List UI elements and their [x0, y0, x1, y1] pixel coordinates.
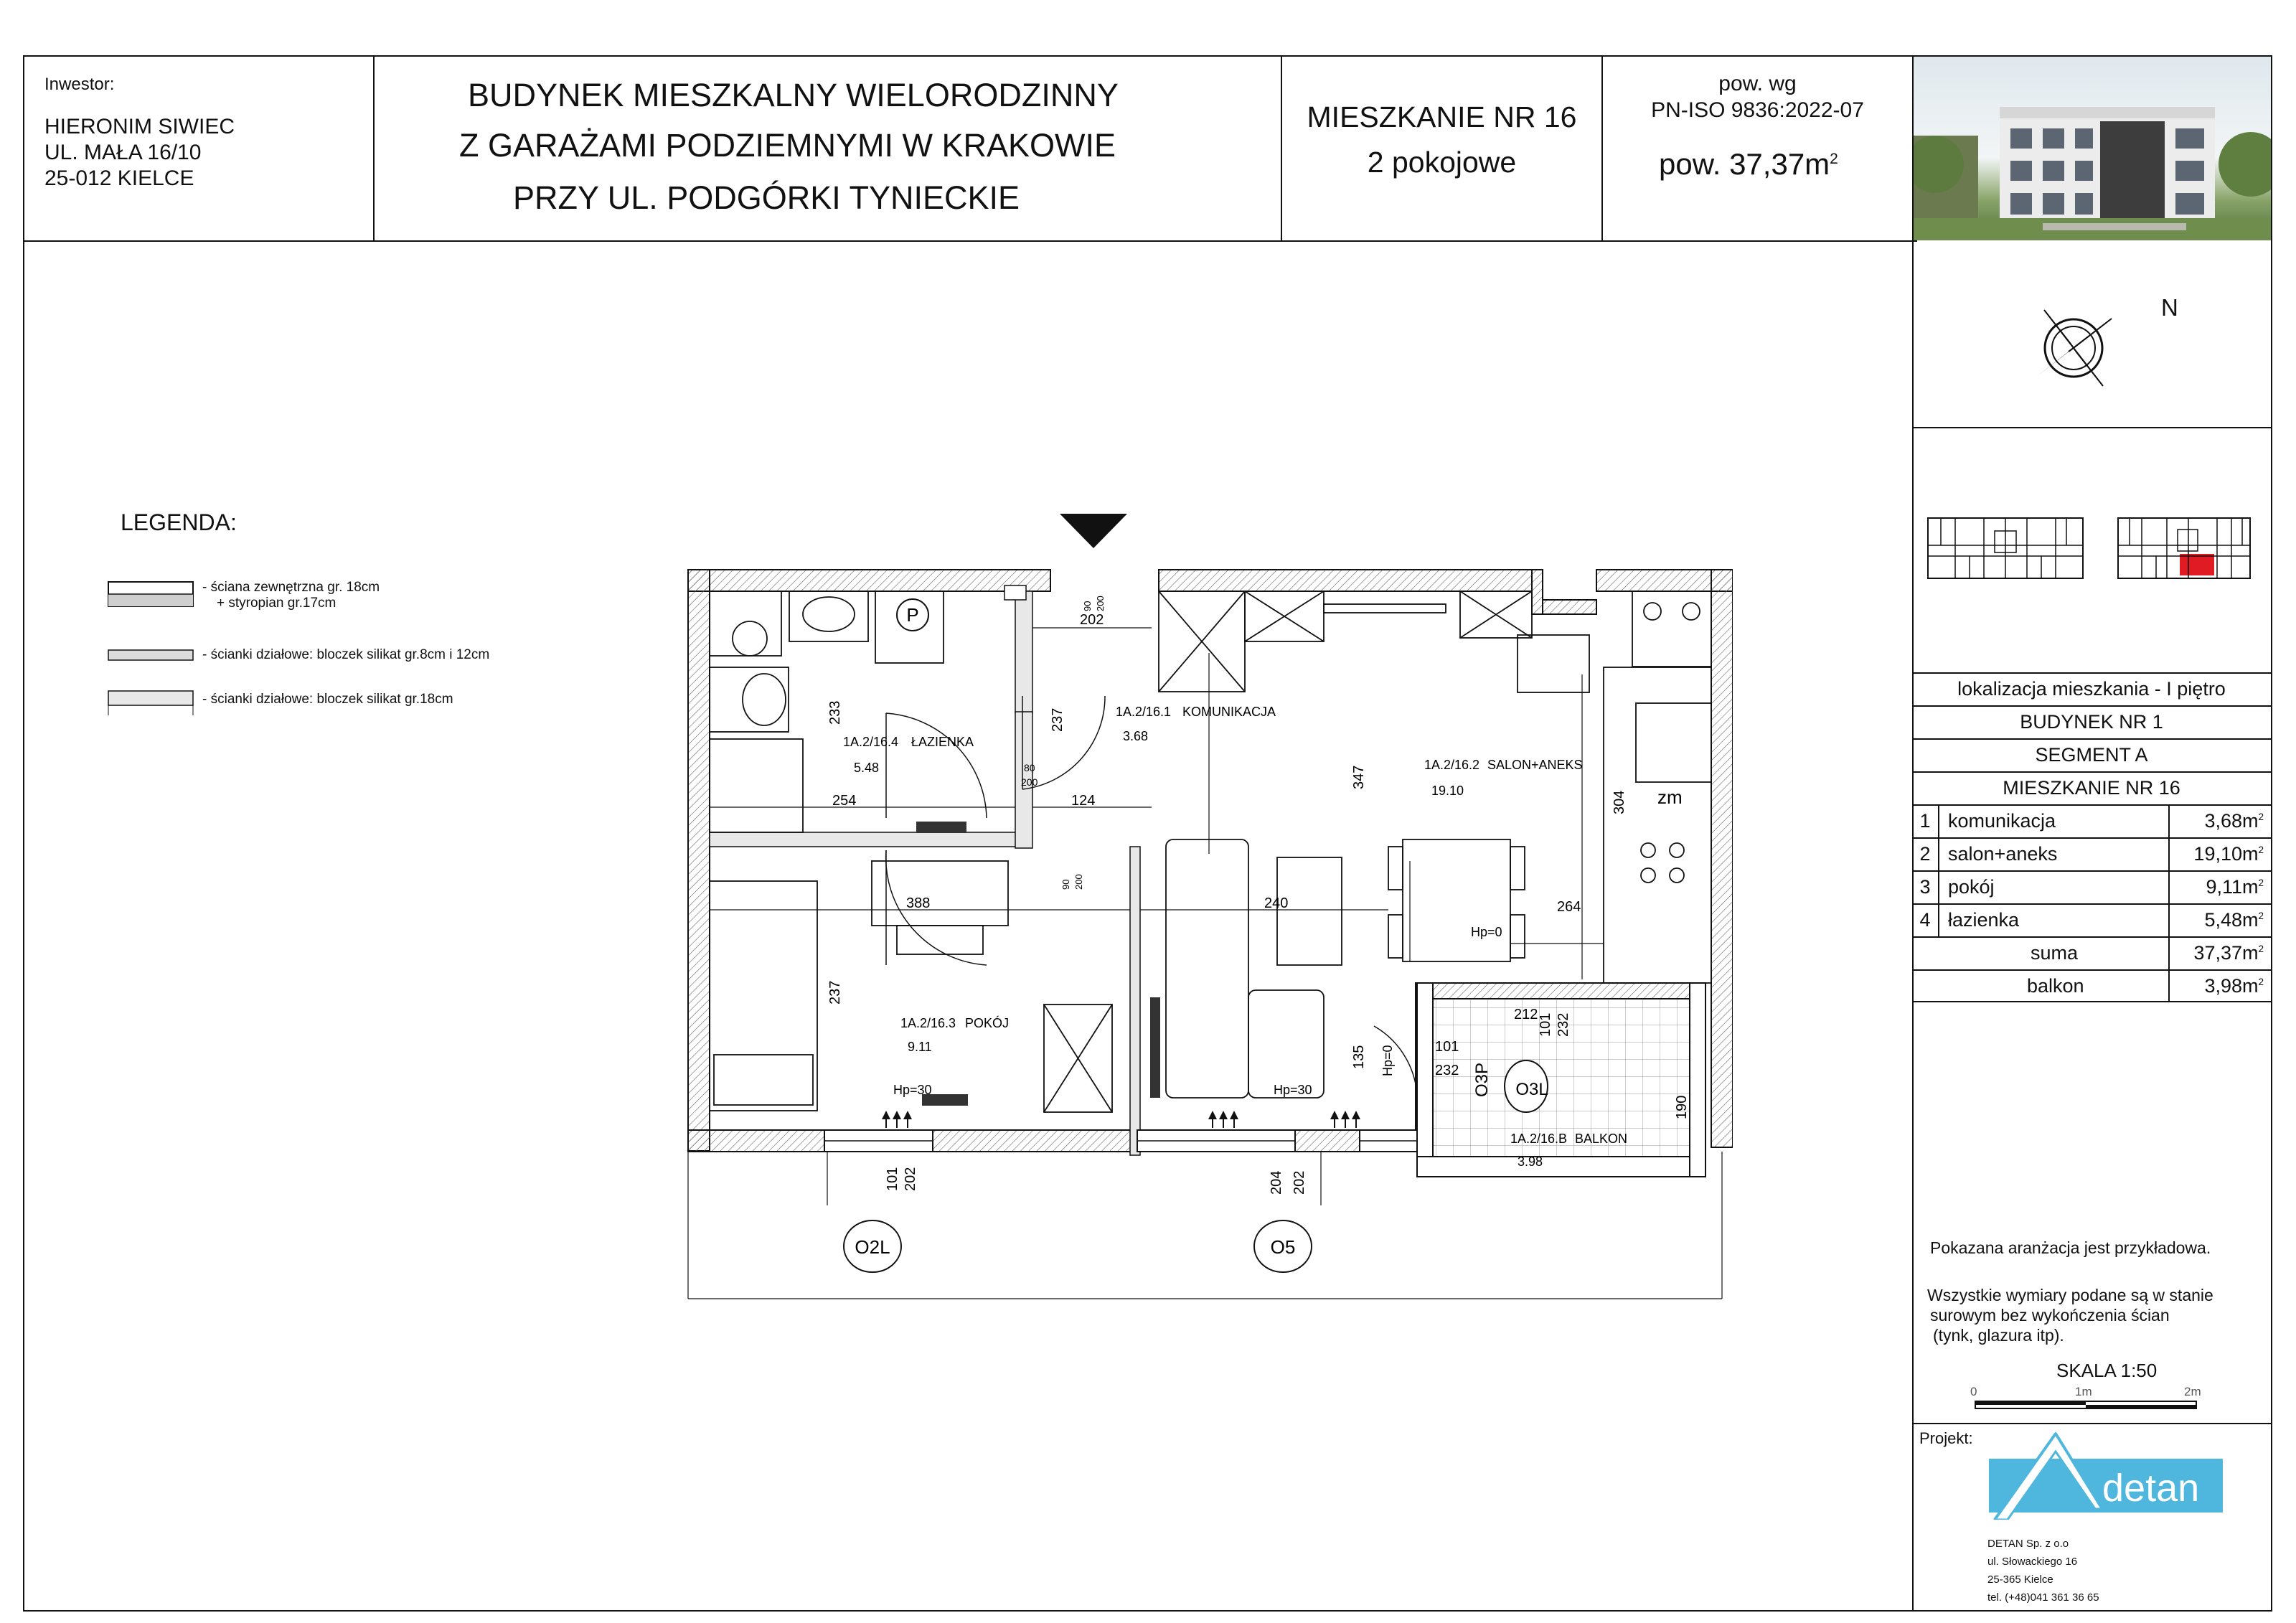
legend-exterior-insulation: + styropian gr.17cm — [217, 596, 337, 611]
company-name: DETAN Sp. z o.o — [1987, 1538, 2069, 1550]
room-id: 1A.2/16.2 — [1424, 758, 1480, 772]
dim-label: 204 — [1269, 1170, 1284, 1195]
legend-exterior-wall: - ściana zewnętrzna gr. 18cm — [202, 580, 380, 595]
room-name: POKÓJ — [965, 1016, 1010, 1030]
room-name: ŁAZIENKA — [911, 735, 974, 749]
zm-label: zm — [1657, 786, 1683, 808]
dim-label: 200 — [1095, 596, 1106, 611]
legend-swatch-partition-thick — [108, 690, 194, 716]
area-sum-row: suma $37,37m^2$ — [1912, 936, 2271, 969]
dim-label: 232 — [1435, 1063, 1459, 1078]
scale-tick-0: 0 — [1970, 1385, 1977, 1398]
logo-text: detan — [2102, 1467, 2200, 1510]
note-dimensions-3: (tynk, glazura itp). — [1933, 1326, 2064, 1345]
project-divider — [1912, 1423, 2271, 1424]
dim-label: 135 — [1351, 1045, 1367, 1069]
window-label: O3L — [1515, 1080, 1548, 1099]
table-line — [1912, 705, 2271, 707]
hp-label: Hp=30 — [893, 1083, 932, 1097]
dim-label: 240 — [1264, 895, 1289, 911]
location-floor: lokalizacja mieszkania - I piętro — [1957, 678, 2226, 700]
investor-label: Inwestor: — [44, 75, 115, 94]
dim-label: 237 — [827, 980, 843, 1005]
hp-label: Hp=0 — [1471, 925, 1502, 939]
header-divider — [23, 240, 1917, 242]
area-norm-standard: PN-ISO 9836:2022-07 — [1651, 98, 1864, 122]
compass-rose-icon — [2027, 301, 2120, 395]
location-segment: SEGMENT A — [2035, 744, 2148, 766]
area-row: 3 pokój $9,11m^2$ — [1912, 870, 2271, 903]
scale-bar — [1975, 1401, 2197, 1409]
area-norm-label: pow. wg — [1718, 72, 1797, 95]
room-area: 3.98 — [1518, 1154, 1543, 1169]
dim-label: 101 — [885, 1167, 900, 1191]
legend-swatch-exterior — [108, 581, 194, 607]
dim-label: 254 — [832, 793, 857, 809]
dim-label: 90 — [1082, 601, 1093, 611]
scale-tick-1: 1m — [2075, 1385, 2092, 1398]
window-label: O3P — [1472, 1062, 1492, 1098]
dim-label: 200 — [1021, 776, 1038, 788]
dim-label: 90 — [1060, 879, 1071, 890]
scale-tick-2: 2m — [2184, 1385, 2201, 1398]
dim-label: 347 — [1351, 765, 1367, 789]
room-id: 1A.2/16.4 — [843, 735, 899, 749]
plan-p-symbol: P — [906, 604, 919, 626]
dim-label: 304 — [1612, 790, 1627, 814]
room-area: 19.10 — [1431, 784, 1464, 798]
apartment-name: MIESZKANIE NR 16 — [1307, 100, 1577, 133]
dim-label: 190 — [1674, 1095, 1690, 1119]
dim-label: 124 — [1071, 793, 1096, 809]
table-line — [1912, 738, 2271, 740]
dim-label: 264 — [1557, 899, 1581, 915]
dim-label: 237 — [1050, 707, 1065, 732]
key-plan-segment-a — [2117, 517, 2252, 580]
area-row: 2 salon+aneks $19,10m^2$ — [1912, 837, 2271, 870]
company-city: 25-365 Kielce — [1987, 1573, 2053, 1586]
area-row: 1 komunikacja $3,68m^2$ — [1912, 804, 2271, 837]
dim-label: 202 — [903, 1167, 918, 1191]
table-line — [1912, 672, 2271, 674]
legend-title: LEGENDA: — [121, 509, 237, 535]
room-area: 9.11 — [908, 1040, 932, 1054]
title-line2: Z GARAŻAMI PODZIEMNYMI W KRAKOWIE — [459, 127, 1116, 164]
entrance-arrow-icon — [1060, 514, 1127, 548]
dim-label: 212 — [1514, 1007, 1538, 1022]
legend-partition-thick: - ścianki działowe: bloczek silikat gr.18cm — [202, 692, 453, 707]
location-apartment: MIESZKANIE NR 16 — [2003, 777, 2180, 799]
company-street: ul. Słowackiego 16 — [1987, 1556, 2078, 1568]
hp-label: Hp=30 — [1274, 1083, 1312, 1097]
dim-label: 388 — [906, 895, 931, 911]
investor-name: HIERONIM SIWIEC — [44, 115, 235, 138]
location-building: BUDYNEK NR 1 — [2020, 711, 2163, 733]
dim-label: 101 — [1435, 1039, 1459, 1055]
room-id: 1A.2/16.3 — [900, 1016, 956, 1030]
dim-label: 202 — [1080, 612, 1104, 628]
investor-street: UL. MAŁA 16/10 — [44, 141, 202, 164]
room-area: 5.48 — [854, 761, 880, 775]
investor-city: 25-012 KIELCE — [44, 166, 194, 190]
title-line3: PRZY UL. PODGÓRKI TYNIECKIE — [513, 179, 1020, 216]
room-id: 1A.2/16.1 — [1116, 705, 1172, 719]
title-line1: BUDYNEK MIESZKALNY WIELORODZINNY — [468, 77, 1119, 113]
window-label: O5 — [1270, 1236, 1296, 1258]
dim-label: 200 — [1073, 874, 1084, 890]
room-name: BALKON — [1575, 1132, 1628, 1146]
header-sep — [373, 55, 375, 242]
note-dimensions-2: surowym bez wykończenia ścian — [1930, 1306, 2170, 1325]
key-plan-segment-b — [1926, 517, 2084, 580]
dim-label: 233 — [827, 700, 843, 725]
room-name: KOMUNIKACJA — [1182, 705, 1276, 719]
area-total-header: pow. $37,37m^2$ — [1659, 147, 1838, 181]
note-arrangement: Pokazana aranżacja jest przykładowa. — [1930, 1238, 2211, 1257]
room-name: SALON+ANEKS — [1487, 758, 1583, 772]
project-label: Projekt: — [1919, 1429, 1973, 1447]
dim-label: 80 — [1024, 762, 1035, 773]
dim-label: 101 — [1538, 1012, 1553, 1037]
note-dimensions: Wszystkie wymiary podane są w stanie — [1927, 1286, 2213, 1304]
compass-divider — [1912, 427, 2271, 428]
dim-label: 202 — [1292, 1170, 1307, 1195]
area-row: 4 łazienka $5,48m^2$ — [1912, 903, 2271, 936]
scale-label: SKALA 1:50 — [2056, 1360, 2158, 1381]
room-area: 3.68 — [1123, 729, 1149, 743]
north-label: N — [2161, 294, 2178, 321]
table-line — [1912, 771, 2271, 773]
legend-swatch-partition-thin — [108, 649, 194, 661]
floor-plan — [678, 560, 1733, 1306]
apartment-rooms: 2 pokojowe — [1367, 146, 1517, 179]
legend-partition-thin: - ścianki działowe: bloczek silikat gr.8cm i 12cm — [202, 647, 490, 662]
building-render-image — [1914, 57, 2271, 240]
window-label: O2L — [855, 1236, 890, 1258]
area-balcony-row: balkon $3,98m^2$ — [1912, 969, 2271, 1002]
company-phone: tel. (+48)041 361 36 65 — [1987, 1591, 2099, 1604]
room-id: 1A.2/16.B — [1510, 1132, 1568, 1146]
hp-label: Hp=0 — [1380, 1045, 1395, 1076]
dim-label: 232 — [1556, 1012, 1571, 1037]
